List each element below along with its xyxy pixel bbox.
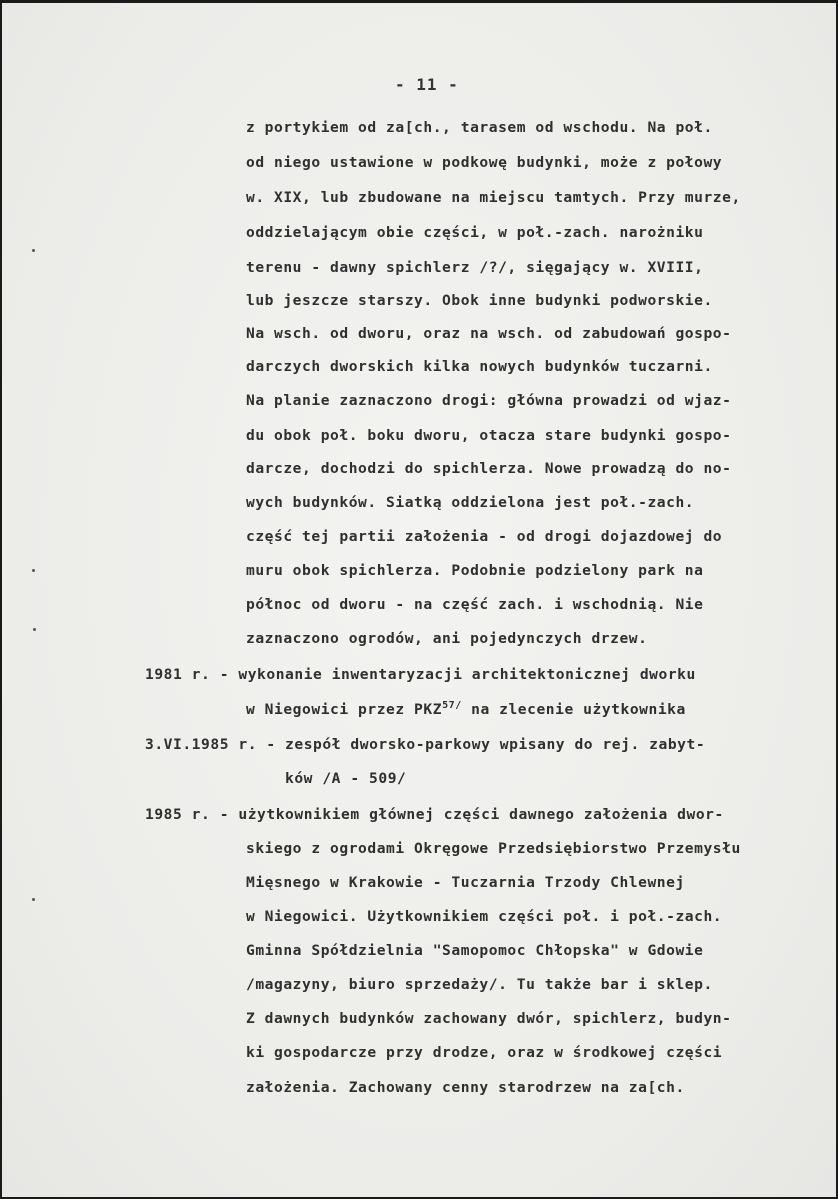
entry-1985b-line: 1985 r. - użytkownikiem głównej części dawnego założenia dwor- [145,806,724,823]
entry-1985a-line: ków /A - 509/ [285,770,407,787]
entry-1981-line: 1981 r. - wykonanie inwentaryzacji architektonicznej dworku [145,666,696,683]
scan-speck [32,898,35,901]
entry-1981-text: na zlecenie użytkownika [461,701,686,718]
text-line: północ od dworu - na część zach. i wschodnią. Nie [246,596,704,613]
text-line: od niego ustawione w podkowę budynki, może z połowy [246,154,723,171]
text-line: w. XIX, lub zbudowane na miejscu tamtych. Przy murze, [246,189,741,206]
text-line: du obok poł. boku dworu, otacza stare budynki gospo- [246,427,732,444]
text-line: z portykiem od za[ch., tarasem od wschodu. Na poł. [246,119,713,136]
entry-1985b-line: Gminna Spółdzielnia "Samopomoc Chłopska" w Gdowie [246,942,704,959]
text-line: terenu - dawny spichlerz /?/, sięgający w. XVIII, [246,259,704,276]
page-number: - 11 - [395,75,459,94]
entry-1981-line [246,700,686,718]
entry-1985b-line: Z dawnych budynków zachowany dwór, spichlerz, budyn- [246,1010,732,1027]
text-line: muru obok spichlerza. Podobnie podzielony park na [246,562,704,579]
entry-1985b-line: Mięsnego w Krakowie - Tuczarnia Trzody Chlewnej [246,874,685,891]
footnote-marker: 57/ [442,700,462,711]
text-line: część tej partii założenia - od drogi dojazdowej do [246,528,723,545]
scan-speck [32,249,35,252]
entry-1985b-line: ki gospodarcze przy drodze, oraz w środkowej części [246,1044,723,1061]
entry-1985b-line: w Niegowici. Użytkownikiem części poł. i poł.-zach. [246,908,723,925]
text-line: oddzielającym obie części, w poł.-zach. narożniku [246,224,704,241]
scan-speck [33,628,36,631]
text-line: Na wsch. od dworu, oraz na wsch. od zabudowań gospo- [246,325,732,342]
text-line: wych budynków. Siatką oddzielona jest poł.-zach. [246,494,695,511]
scan-speck [32,569,35,572]
entry-1985b-line: /magazyny, biuro sprzedaży/. Tu także bar i sklep. [246,976,713,993]
text-line: lub jeszcze starszy. Obok inne budynki podworskie. [246,292,713,309]
text-line: darczych dworskich kilka nowych budynków tuczarni. [246,358,713,375]
text-line: darcze, dochodzi do spichlerza. Nowe prowadzą do no- [246,460,732,477]
entry-1985b-line: założenia. Zachowany cenny starodrzew na za[ch. [246,1079,685,1096]
entry-1985a-line: 3.VI.1985 r. - zespół dworsko-parkowy wpisany do rej. zabyt- [145,736,706,753]
entry-1981-text: w Niegowici przez PKZ [246,701,443,718]
text-line: zaznaczono ogrodów, ani pojedynczych drzew. [246,630,648,647]
text-line: Na planie zaznaczono drogi: główna prowadzi od wjaz- [246,392,732,409]
entry-1985b-line: skiego z ogrodami Okręgowe Przedsiębiorstwo Przemysłu [246,840,741,857]
